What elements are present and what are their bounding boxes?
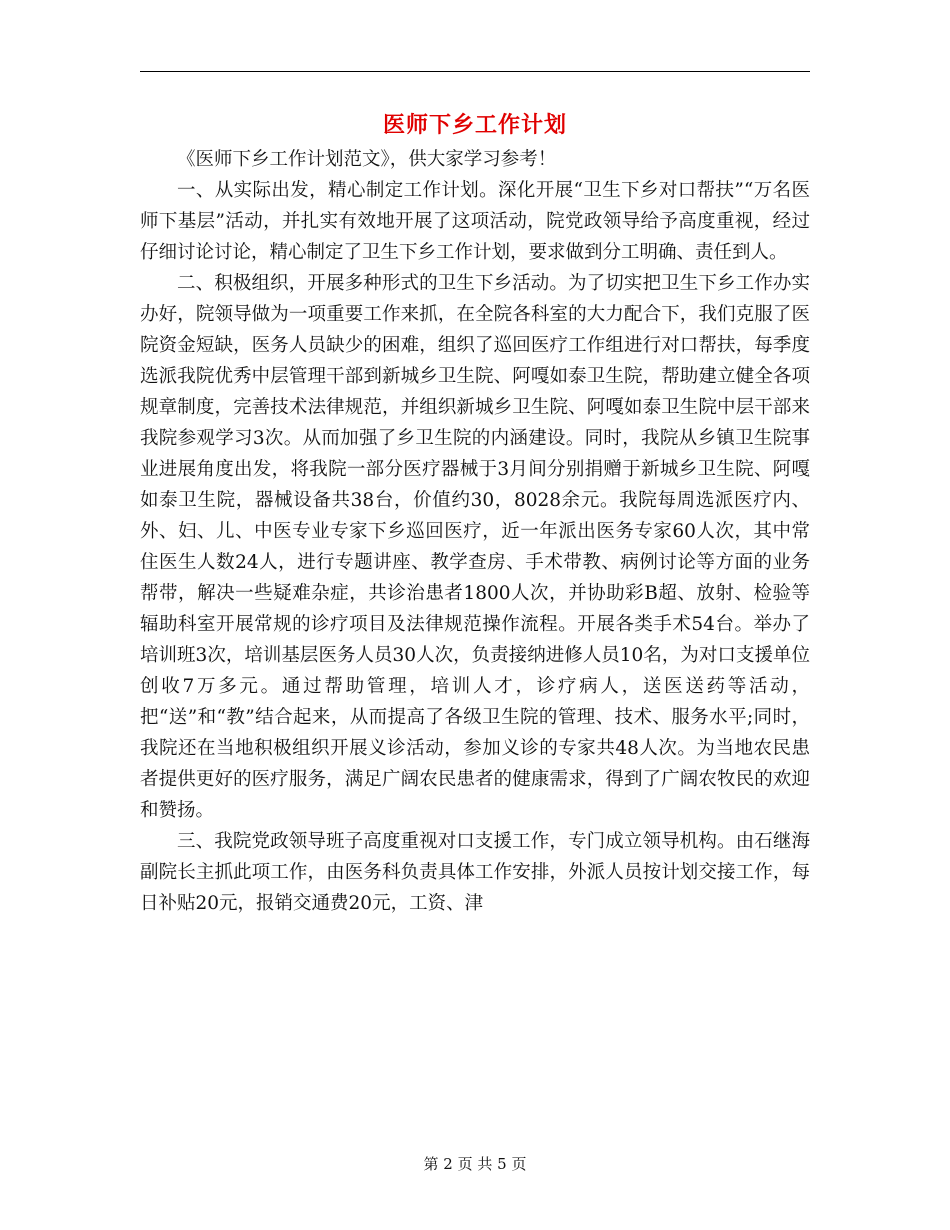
document-title: 医师下乡工作计划 — [382, 112, 567, 138]
page-footer: 第 2 页 共 5 页 — [423, 1155, 527, 1173]
header-rule — [140, 71, 810, 72]
paragraph-intro: 《医师下乡工作计划范文》，供大家学习参考！ — [177, 149, 557, 170]
paragraph-section-1: 一、从实际出发，精心制定工作计划。深化开展“卫生下乡对口帮扶”“万名医师下基层”活动，并扎实有效地开展了这项活动，院党政领导给予高度重视，经过仔细讨论讨论，精心制定了卫生下乡工作计划，要求做到分工明确、责任到人。 — [140, 180, 810, 263]
document-body — [140, 144, 810, 919]
paragraph-section-3: 三、我院党政领导班子高度重视对口支援工作，专门成立领导机构。由石继海副院长主抓此项工作，由医务科负责具体工作安排，外派人员按计划交接工作，每日补贴20元，报销交通费20元，工资、津 — [140, 831, 810, 914]
paragraph-section-2: 二、积极组织，开展多种形式的卫生下乡活动。为了切实把卫生下乡工作办实办好，院领导做为一项重要工作来抓，在全院各科室的大力配合下，我们克服了医院资金短缺，医务人员缺少的困难，组织了巡回医疗工作组进行对口帮扶，每季度选派我院优秀中层管理干部到新城乡卫生院、阿嘎如泰卫生院，帮助建立健全各项规章制度，完善技术法律规范，并组织新城乡卫生院、阿嘎如泰卫生院中层干部来我院参观学习3次。从而加强了乡卫生院的内涵建设。同时，我院从乡镇卫生院事业进展角度出发，将我院一部分医疗器械于3月间分别捐赠于新城乡卫生院、阿嘎如泰卫生院，器械设备共38台，价值约30，8028余元。我院每周选派医疗内、外、妇、儿、中医专业专家下乡巡回医疗，近一年派出医务专家60人次，其中常住医生人数24人，进行专题讲座、教学查房、手术带教、病例讨论等方面的业务帮带，解决一些疑难杂症，共诊治患者1800人次，并协助彩B超、放射、检验等辐助科室开展常规的诊疗项目及法律规范操作流程。开展各类手术54台。举办了培训班3次，培训基层医务人员30人次，负责接纳进修人员10名，为对口支援单位创收7万多元。通过帮助管理，培训人才，诊疗病人，送医送药等活动，把“送”和“教”结合起来，从而提高了各级卫生院的管理、技术、服务水平;同时，我院还在当地积极组织开展义诊活动，参加义诊的专家共48人次。为当地农民患者提供更好的医疗服务，满足广阔农民患者的健康需求，得到了广阔农牧民的欢迎和赞扬。 — [140, 273, 810, 821]
